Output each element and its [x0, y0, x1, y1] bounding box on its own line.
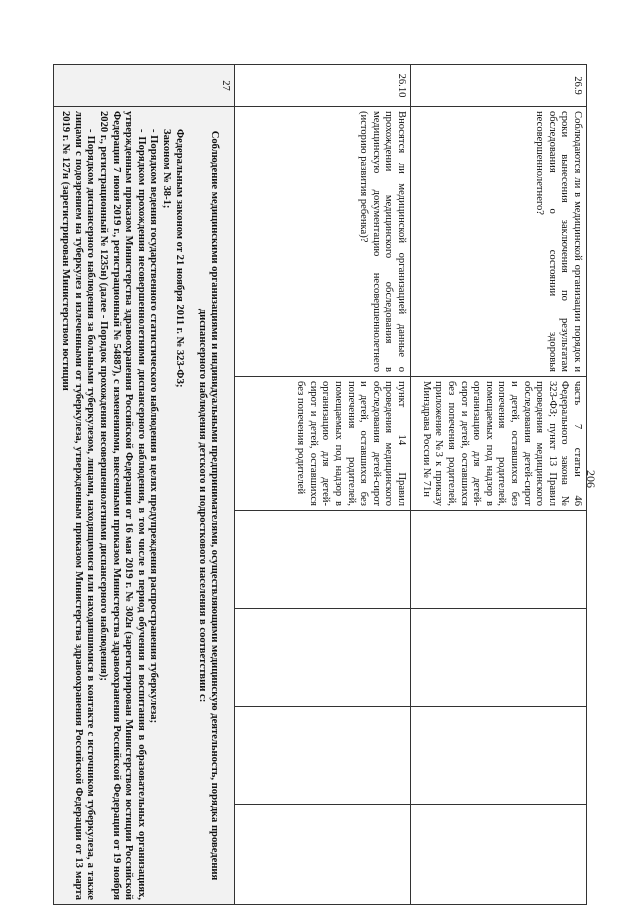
comment-cell	[235, 805, 411, 905]
answer-cell	[235, 707, 411, 805]
answer-cell	[235, 609, 411, 707]
section-item: - Порядком прохождения несовершеннолетними диспансерного наблюдения, в том числе в период обучения и воспитания в образовательных организациях, утвержденным приказом Министерства здравоохранения Российской Федерации от 16 мая 2019 г. № 302н (зарегистрирован Министерством юстиции Российской Федерации 7 июня 2019 г., регистрационный № 54887), с изменениями, внесенными приказом Министерства здравоохранения Российской Федерации от 19 ноября 2020 г., регистрационный № 1235н) (далее - Порядок прохождения несовершеннолетними диспансерного наблюдения);	[98, 111, 147, 900]
checklist-table-rotated	[60, 64, 587, 904]
checklist-table	[53, 64, 587, 905]
section-item: - Порядком диспансерного наблюдения за больными туберкулезом, лицами, находящимися или находившимися в контакте с источником туберкулеза, а также лицами с подозрением на туберкулез и излеченными от туберкулеза, утвержденным приказом Министерства здравоохранения Российской Федерации от 13 марта 2019 г. № 127н (зарегистрирован Министерством юстиции	[60, 111, 97, 900]
answer-cell	[235, 511, 411, 609]
question-cell: Соблюдаются ли в медицинской организации порядок и сроки вынесения заключения по результатам обследования о состоянии здоровья несовершеннолетнего?	[411, 107, 587, 377]
question-cell: Вносятся ли медицинской организацией данные о прохождении медицинского обследования в медицинскую документацию несовершеннолетнего (историю развития ребенка)?	[235, 107, 411, 377]
row-number: 26.10	[235, 65, 411, 107]
section-heading: Соблюдение медицинскими организациями и индивидуальными предпринимателями, осуществляющими медицинскую деятельность, порядка проведения диспансерного наблюдения детского и подросткового населения в соответствии с:	[196, 130, 221, 881]
requirements-cell: часть 7 статьи 46 Федерального закона № 323-ФЗ; пункт 13 Правил проведения медицинского обследования детей-сирот и детей, оставшихся без попечения родителей, помещаемых под надзор в организацию для детей-сирот и детей, оставшихся без попечения родителей, приложение №3 к приказу Минздрава России № 71н	[411, 377, 587, 511]
answer-cell	[411, 609, 587, 707]
section-content	[54, 107, 235, 905]
section-item: Законом № 38-1;	[161, 129, 173, 209]
page-number: 206	[584, 470, 598, 488]
section-item: Федеральным законом от 21 ноября 2011 г. № 323-ФЗ;	[173, 129, 185, 388]
answer-cell	[411, 511, 587, 609]
section-row	[54, 65, 235, 905]
row-number: 26.9	[411, 65, 587, 107]
requirements-cell: пункт 14 Правил проведения медицинского обследования детей-сирот и детей, оставшихся без попечения родителей, помещаемых под надзор в организацию для детей-сирот и детей, оставшихся без попечения родителей	[235, 377, 411, 511]
table-row	[411, 65, 587, 905]
comment-cell	[411, 805, 587, 905]
table-row	[235, 65, 411, 905]
section-number: 27	[54, 65, 235, 107]
section-item: - Порядком ведения государственного статистического наблюдения в целях предупреждения распространения туберкулеза;	[148, 129, 160, 724]
answer-cell	[411, 707, 587, 805]
